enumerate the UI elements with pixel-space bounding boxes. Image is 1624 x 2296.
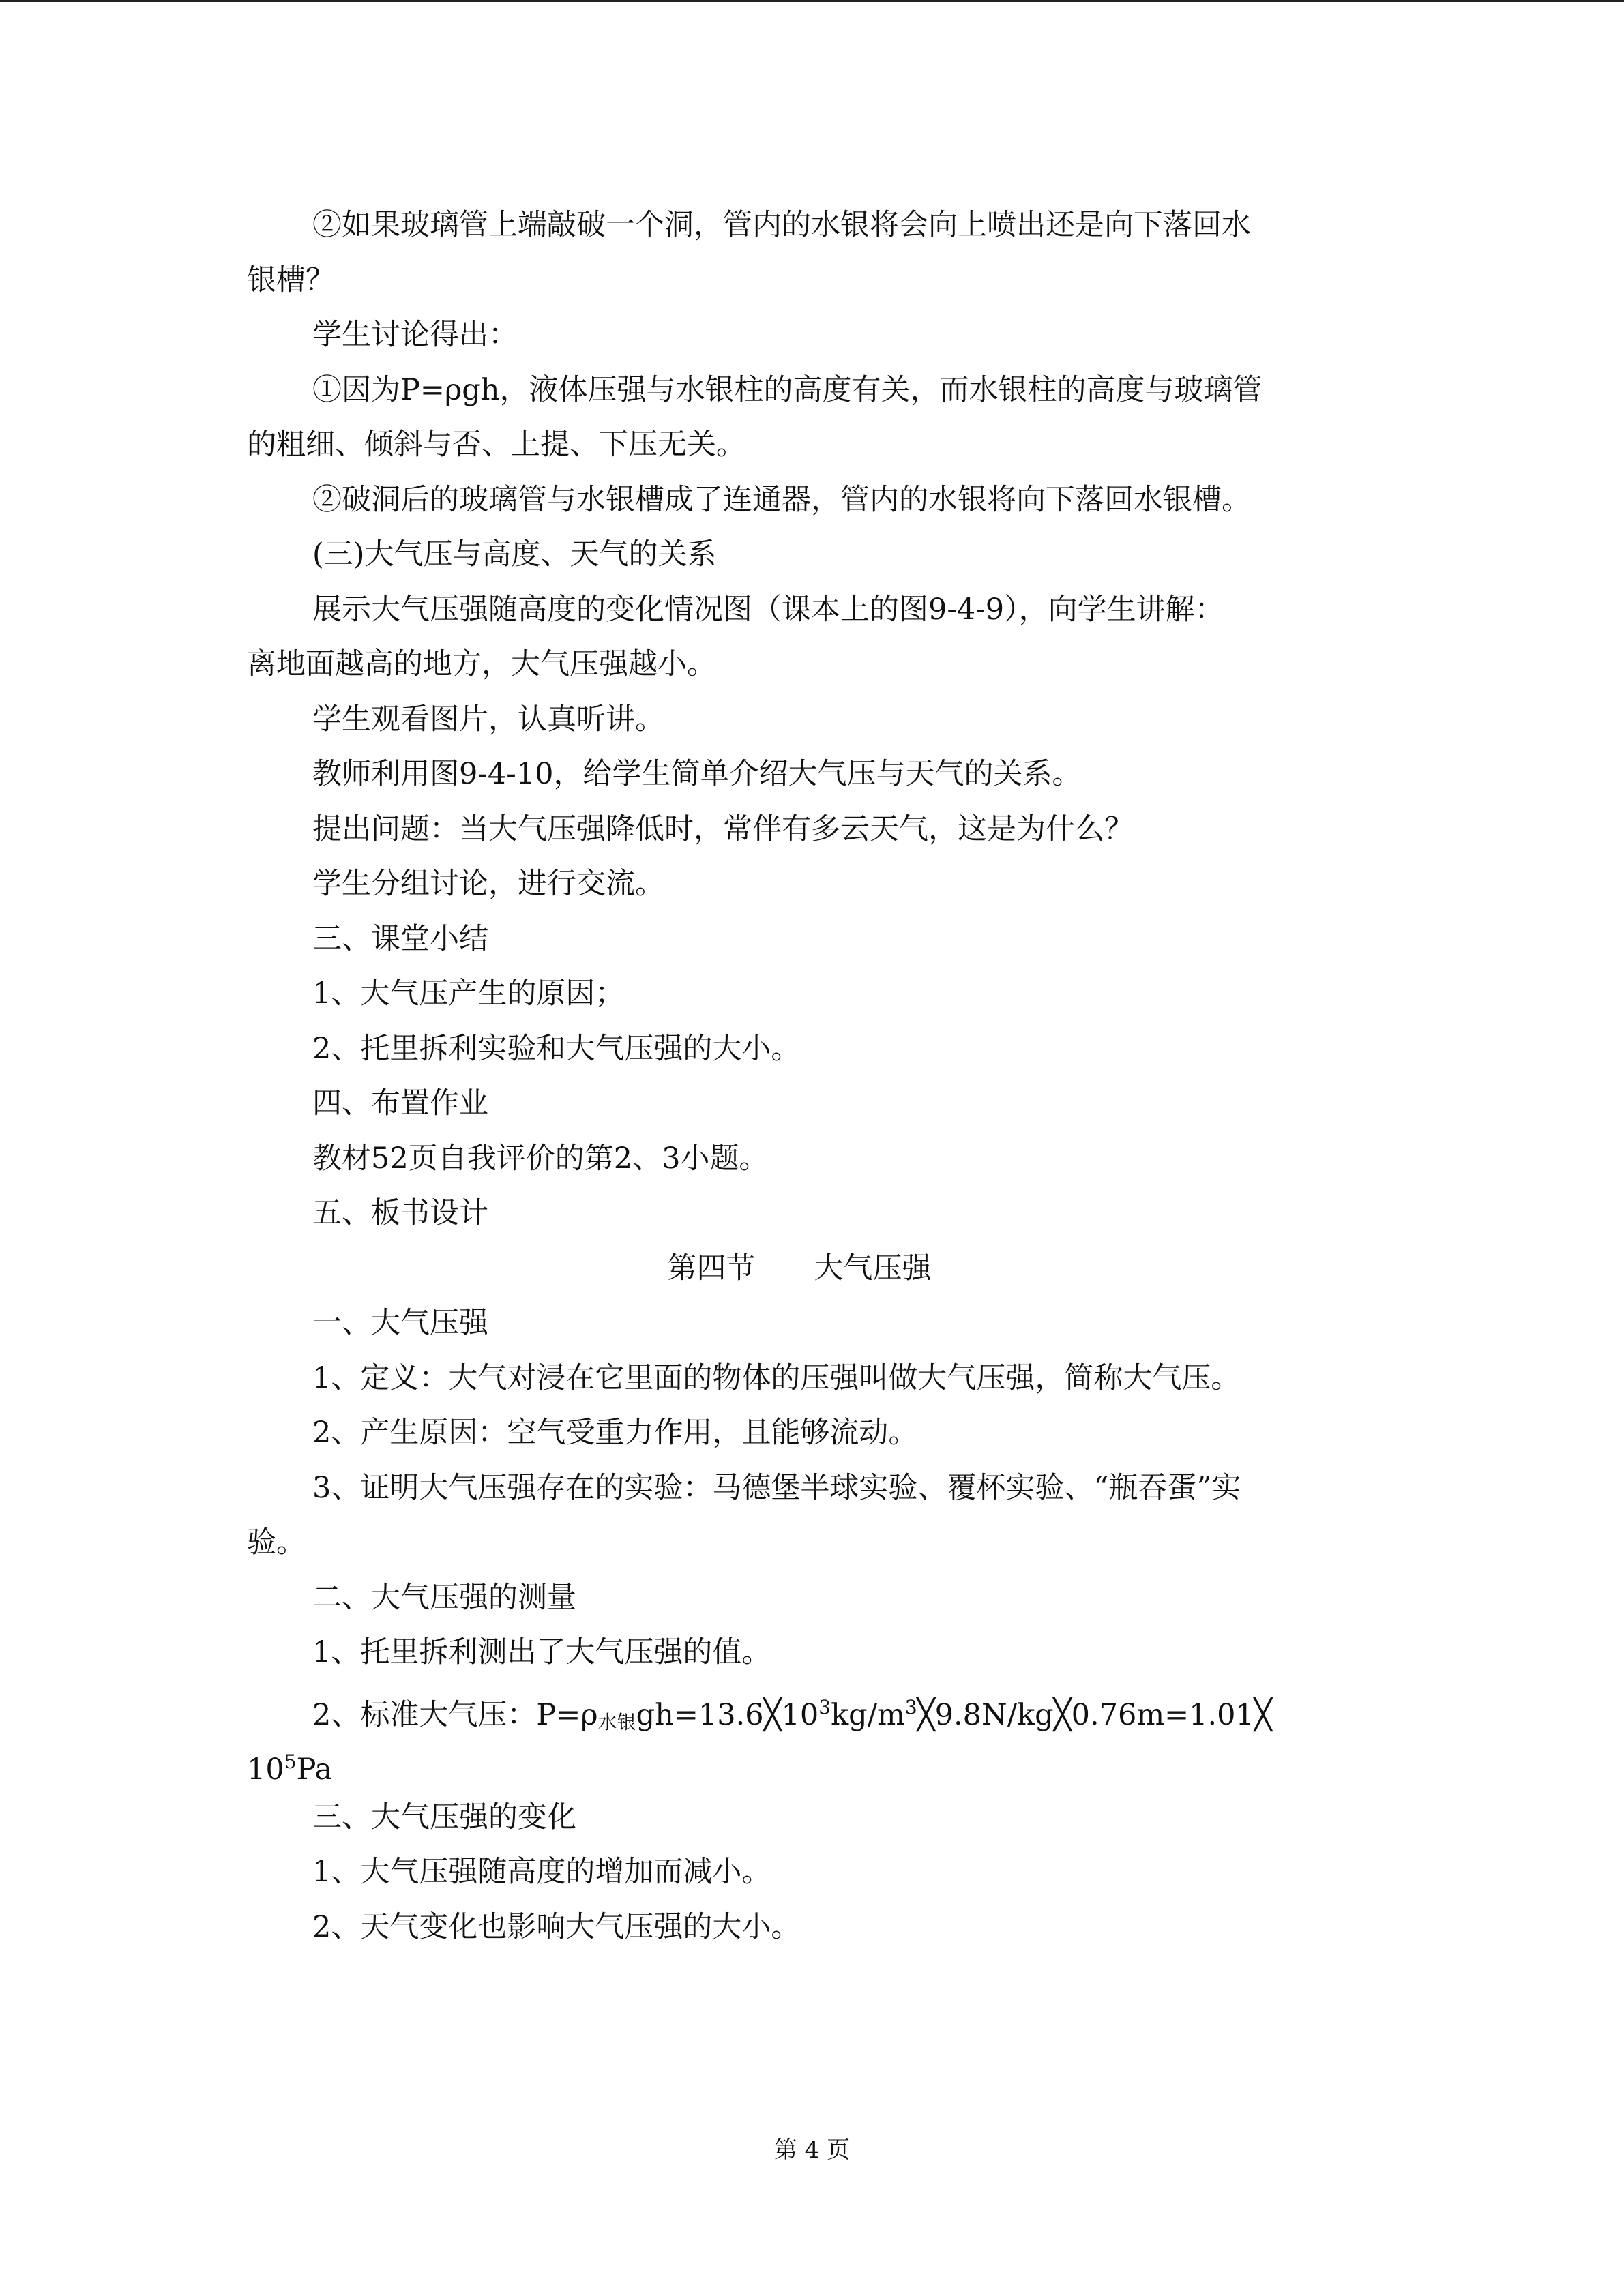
paragraph-line: 展示大气压强随高度的变化情况图（课本上的图9-4-9），向学生讲解：: [312, 592, 1224, 627]
section-heading: 四、布置作业: [312, 1086, 488, 1120]
paragraph-line: 验。: [247, 1525, 306, 1560]
document-body: [247, 198, 1379, 1954]
page-number: 第 4 页: [773, 2136, 851, 2164]
section-heading: 二、大气压强的测量: [312, 1580, 576, 1615]
paragraph-line: 提出问题：当大气压强降低时，常伴有多云天气，这是为什么？: [312, 811, 1134, 846]
section-heading: 三、课堂小结: [312, 921, 488, 956]
paragraph-line: 离地面越高的地方，大气压强越小。: [247, 647, 716, 681]
paragraph-line: 教师利用图9-4-10，给学生简单介绍大气压与天气的关系。: [312, 757, 1082, 791]
paragraph-line: 学生观看图片，认真听讲。: [312, 702, 664, 736]
paragraph-line: 银槽？: [247, 263, 335, 297]
list-item: 1、大气压强随高度的增加而减小。: [312, 1855, 771, 1889]
list-item: 1、大气压产生的原因；: [312, 976, 625, 1011]
list-item: 1、定义：大气对浸在它里面的物体的压强叫做大气压强，简称大气压。: [312, 1360, 1241, 1395]
board-title: 第四节 大气压强: [667, 1251, 932, 1285]
paragraph-line: ①因为P=ρgh，液体压强与水银柱的高度有关，而水银柱的高度与玻璃管: [312, 372, 1263, 407]
formula-superscript: 3: [904, 1695, 917, 1718]
formula-unit: Pa: [296, 1753, 333, 1787]
page-top-border: [0, 0, 1624, 2]
list-item: 2、天气变化也影响大气压强的大小。: [312, 1909, 801, 1944]
paragraph-line: 学生分组讨论，进行交流。: [312, 867, 664, 901]
paragraph-line: ②破洞后的玻璃管与水银槽成了连通器，管内的水银将向下落回水银槽。: [312, 482, 1251, 517]
paragraph-line: 的粗细、倾斜与否、上提、下压无关。: [247, 428, 745, 462]
paragraph-line: 学生讨论得出：: [312, 318, 518, 352]
list-item: 1、托里拆利测出了大气压强的值。: [312, 1635, 771, 1669]
section-heading: (三)大气压与高度、天气的关系: [312, 537, 717, 571]
formula-superscript: 5: [284, 1750, 297, 1773]
formula-continuation: [247, 1735, 1379, 1790]
formula-part: gh=13.6╳10: [636, 1697, 819, 1732]
section-heading: 五、板书设计: [312, 1196, 488, 1230]
formula-part: ╳9.8N/kg╳0.76m=1.01╳: [917, 1697, 1272, 1732]
list-item: 3、证明大气压强存在的实验：马德堡半球实验、覆杯实验、“瓶吞蛋”实: [312, 1470, 1241, 1505]
formula-part: kg/m: [831, 1697, 905, 1732]
paragraph-line: ②如果玻璃管上端敲破一个洞，管内的水银将会向上喷出还是向下落回水: [312, 208, 1251, 242]
section-heading: 一、大气压强: [312, 1306, 488, 1340]
formula-subscript: 水银: [597, 1710, 636, 1733]
formula-superscript: 3: [818, 1695, 831, 1718]
paragraph-line: 教材52页自我评价的第2、3小题。: [312, 1141, 769, 1176]
formula-base: 10: [247, 1753, 284, 1787]
list-item: 2、产生原因：空气受重力作用，且能够流动。: [312, 1416, 918, 1450]
formula-line: [247, 1680, 1379, 1735]
list-item: 2、托里拆利实验和大气压强的大小。: [312, 1031, 801, 1066]
formula-prefix: 2、标准大气压：P=ρ: [312, 1697, 598, 1732]
section-heading: 三、大气压强的变化: [312, 1800, 576, 1834]
